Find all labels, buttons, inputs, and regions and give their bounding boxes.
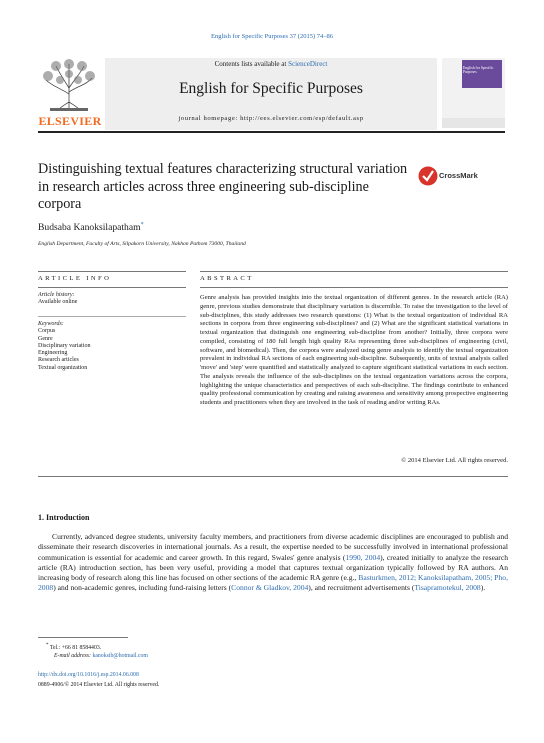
intro-text: ), created initially to analyze the research article (RA) introduction section, has been very useful, providing a model that captures textual organization typically followed by RA authors. An increasing body of research along this line has focused on other sections of the academic RA genre (e.g., — [38, 552, 509, 582]
reference-link[interactable]: Basturkmen, 2012; Kanoksilapatham, 2005; Pho, 2008 — [38, 573, 508, 593]
journal-citation[interactable]: English for Specific Purposes 37 (2015) 74–86 — [210, 33, 334, 40]
keyword-item: Genre — [38, 335, 53, 342]
sciencedirect-link[interactable]: ScienceDirect — [288, 60, 328, 68]
issn-line: 0889-4906/© 2014 Elsevier Ltd. All rights reserved. — [38, 682, 160, 688]
journal-title: English for Specific Purposes — [179, 80, 363, 97]
crossmark-badge[interactable] — [418, 165, 488, 187]
footnote-email — [54, 653, 148, 659]
telephone: Tel.: +66 81 8584403. — [49, 644, 102, 651]
journal-homepage — [105, 115, 437, 122]
contents-prefix: Contents lists available at — [214, 60, 289, 68]
section-heading-introduction: 1. Introduction — [38, 513, 90, 522]
abstract-rule-bottom — [38, 476, 508, 477]
elsevier-wordmark: ELSEVIER — [38, 114, 102, 128]
keyword-item: Textual organization — [38, 364, 88, 371]
reference-link[interactable]: 1990, 2004 — [345, 552, 381, 562]
article-info-heading: ARTICLE INFO — [38, 275, 112, 282]
keyword-item: Corpus — [38, 328, 56, 335]
crossmark-icon — [418, 165, 438, 187]
contents-line — [105, 60, 437, 68]
journal-cover-thumbnail[interactable] — [442, 58, 505, 128]
intro-text: Currently, advanced degree students, university faculty members, and practitioners from diverse academic disciplines are encouraged to publish and disseminate their research discoveries in international journals. As a result, the expertise needed to be successfully involved in international professional communication is essential for academic and career growth. In this regard, Swales' genre analysis ( — [38, 532, 508, 562]
author-name: Budsaba Kanoksilapatham — [38, 222, 141, 234]
keyword-item: Research articles — [38, 357, 79, 364]
footnote-mark: * — [46, 643, 49, 648]
keywords-block — [38, 321, 91, 372]
info-rule-mid — [38, 287, 186, 288]
author-affiliation: English Department, Faculty of Arts, Silpakorn University, Nakhon Pathom 73000, Thailand — [38, 241, 246, 247]
info-rule-keywords — [38, 316, 186, 317]
history-label: Article history: — [38, 292, 75, 298]
history-value: Available online — [38, 299, 78, 306]
intro-text: ) and non-academic genres, including fund-raising letters ( — [53, 583, 232, 593]
email-label: E-mail address: — [54, 653, 93, 659]
reference-link[interactable]: Tisapramotekul, 2008 — [414, 583, 481, 593]
introduction-paragraph — [38, 532, 508, 594]
article-history — [38, 292, 77, 307]
keyword-item: Engineering — [38, 350, 68, 357]
header-rule — [38, 131, 505, 133]
intro-text: ), and recruitment advertisements ( — [308, 583, 415, 593]
keyword-item: Disciplinary variation — [38, 342, 91, 349]
homepage-link[interactable]: http://ees.elsevier.com/esp/default.asp — [240, 115, 364, 122]
abstract-rule-top — [200, 271, 508, 272]
abstract-copyright: © 2014 Elsevier Ltd. All rights reserved. — [401, 457, 508, 464]
author-footnote-mark[interactable]: * — [140, 222, 144, 228]
article-title: Distinguishing textual features characterizing structural variation in research articles across three engineering sub-discipline corpora — [38, 161, 408, 212]
abstract-rule-mid — [200, 287, 508, 288]
footnote-tel — [46, 643, 101, 651]
cover-title: English for Specific Purposes — [463, 66, 494, 75]
footnote-rule — [38, 637, 128, 638]
author-line — [38, 222, 144, 233]
crossmark-label: CrossMark — [439, 171, 478, 180]
homepage-prefix: journal homepage: — [178, 115, 241, 122]
abstract-heading: ABSTRACT — [200, 275, 254, 282]
intro-text: ). — [480, 583, 486, 593]
keywords-label: Keywords: — [38, 321, 64, 327]
reference-link[interactable]: Connor & Gladkov, 2004 — [231, 583, 309, 593]
doi-link[interactable]: http://dx.doi.org/10.1016/j.esp.2014.06.008 — [38, 672, 139, 678]
cover-stripe — [442, 118, 505, 128]
abstract-text: Genre analysis has provided insights into the textual organization of different genres. In the research article (RA) genre, previous studies demonstrate that disciplinary variation is discernible. To raise the investigation to the level of sub-disciplines, this study addresses two research questions: (1) What is the textual organization of individual RA sections in corpora from three engineering sub-disciplines? and (2) What are the significant statistical variations in textual organization that distinguish one engineering sub-discipline from another? Initially, three corpora were compiled, consisting of 180 full length high quality RAs representing three sub-disciplines of engineering (civil, software, and biomedical). Then, the corpora were analyzed using genre analysis to identify the textual organization prevalent in individual RA sections of each engineering sub-discipline. Subsequently, units of textual analysis called 'move' and 'step' were quantified and statistically analyzed to capture significant statistical variations in each section. The analysis reveals the influence of the sub-disciplines on the textual organization variations across the corpora, highlighting the unique characteristics and perspectives of each sub-discipline. The findings contribute to enhanced quality professional communication by creating and raising awareness and sensitivity among prospective engineering students and practitioners when they are involved in the task of reading and/or writing RAs. — [200, 294, 508, 406]
info-rule-top — [38, 271, 186, 272]
email-link[interactable]: kanoksib@hotmail.com — [92, 653, 148, 659]
